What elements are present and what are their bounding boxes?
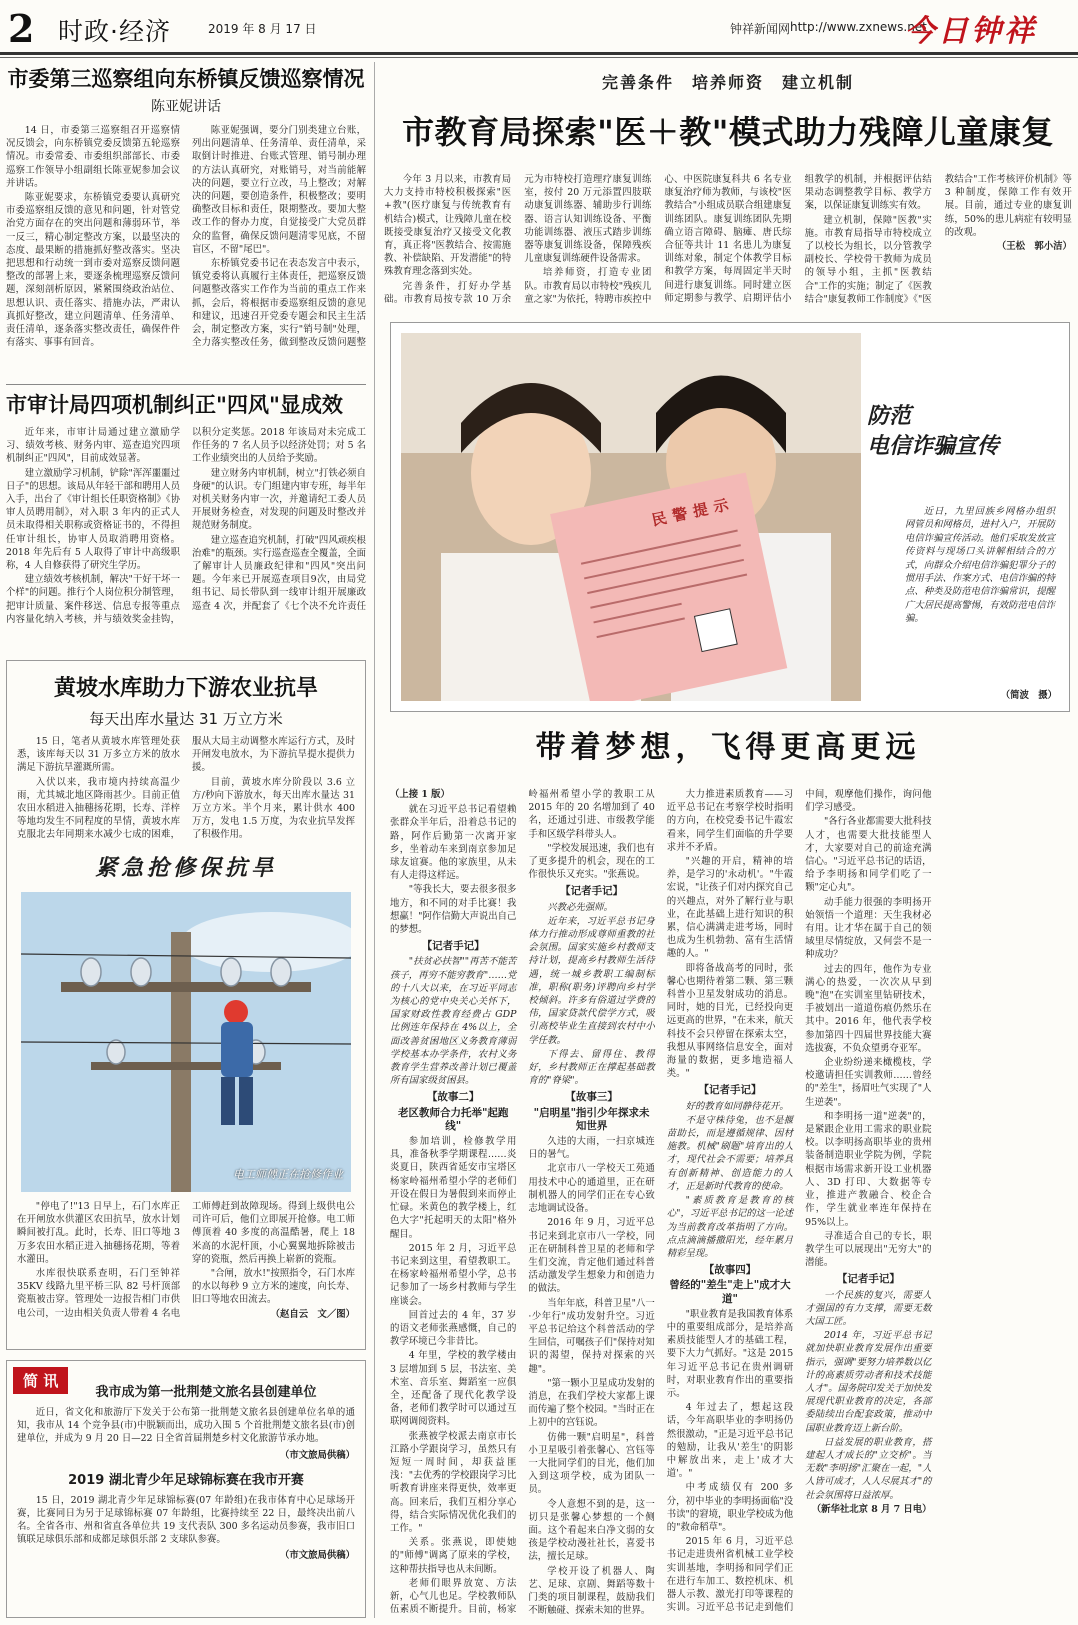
story-subtitle: 老区教师合力托举"起跑线"	[397, 1106, 509, 1132]
paragraph: 14 日，市委第三巡察组召开巡察情况反馈会，向东桥镇党委反馈第五轮巡察情况。市委常委、市委组织部部长、市委巡察工作领导小组副组长陈亚妮参加会议并讲话。	[6, 125, 180, 189]
article-title: 市教育局探索"医＋教"模式助力残障儿童康复	[402, 113, 1054, 151]
paragraph: "职业教育是我国教育体系中的重要组成部分，是培养高素质技能型人才的基础工程，要下大力气抓好。"这是 2015 年习近平总书记在贵州调研时，对职业教育作出的重要指示。	[666, 1308, 794, 1399]
article-body	[7, 735, 365, 843]
paragraph: "学校发展迅速，我们也有了更多提升的机会，现在的工作很快乐又充实。"张燕说。	[528, 842, 655, 881]
newspaper-logo: 今日钟祥	[905, 14, 1037, 49]
paragraph: 2016 年 9 月，习近平总书记来到北京市八一学校，同正在研制科普卫星的老师和学生们交流，肯定他们通过科普活动激发学生想象力和创造力的做法。	[528, 1217, 655, 1295]
paragraph: 建立绩效考核机制，解决"干好干坏一个样"的问题。推行个人岗位积分制管理，把审计质量、案件移送、信息专报等重点内容量化纳入考核，并与绩效奖金挂钩，以积分定奖惩。2018 年该局对未完成工作任务的 7 名人员予以经济处罚；对 5 名工作业绩突出的人员给予奖励。	[6, 427, 366, 625]
article-subtitle: 陈亚妮讲话	[151, 99, 221, 115]
article-body	[384, 173, 1072, 313]
journalist-note: "素质教育是教育的核心"，习近平总书记的这一论述为当前教育改革指明了方向。点点滴滴播撒阳光，经年累月精彩呈现。	[666, 1195, 794, 1259]
paragraph: 过去的四年，他作为专业满心的热爱，一次次从早到晚"泡"在实训室里钻研技术，手被划出一道道伤痕仍然乐在其中。2016 年，他代表学校参加第四十四届世界技能大赛选拔赛，不负众望勇夺亚军。	[805, 963, 932, 1054]
paragraph: 企业纷纷递来橄榄枝，学校邀请担任实训教师……曾经的"差生"，扬眉吐气实现了"人生逆袭"。	[805, 1057, 932, 1108]
paragraph: 建立财务内审机制，树立"打铁必须自身硬"的认识。专门组建内审专班，每半年对机关财务内审一次，并邀请纪工委人员开展财务检查，对发现的问题及时整改并规范财务制度。	[192, 467, 366, 532]
paragraph: "第一颗小卫星成功发射的消息，在我们学校大家都上课而传遍了整个校园。"当时正在上初中的宫钰说。	[528, 1377, 655, 1429]
journalist-note: 2014 年，习近平总书记就加快职业教育发展作出重要指示，强调"要努力培养数以亿计的高素质劳动者和技术技能人才"。国务院印发关于加快发展现代职业教育的决定，各部委陆续出台配套政策，推动中国职业教育迈上新台阶。	[805, 1330, 932, 1434]
site-url[interactable]: http://www.zxnews.net	[790, 20, 927, 34]
photo-feature-body: 近日，九里回族乡网格办组织网管员和网格员，进村入户，开展防电信诈骗宣传活动。他们采取发放宣传资料与现场口头讲解相结合的方式，向群众介绍电信诈骗犯罪分子的惯用手法、作案方式、电信诈骗的特点、种类及防范电信诈骗常识，提醒广大居民提高警惕，有效防范电信诈骗。	[905, 506, 1056, 625]
briefs-label: 简 讯	[13, 1367, 68, 1394]
photo-illustration	[401, 333, 861, 701]
article-education-rehab	[384, 70, 1072, 313]
brief-byline: （市文旅局供稿）	[279, 1550, 355, 1562]
photo-feature-title	[867, 401, 999, 461]
section-heading: 【记者手记】	[698, 1084, 762, 1097]
header-rule-thin	[0, 57, 1078, 58]
photo-caption: 电工师傅正在抢修作业	[233, 1168, 343, 1181]
journalist-note: 好的教育如同静待花开。	[685, 1100, 789, 1112]
fraud-prevention-photo	[401, 333, 861, 701]
paragraph: 关系。张燕说，即使她的"师傅"调离了原来的学校，这种帮扶指导也从未间断。	[390, 1537, 517, 1575]
paragraph: 4 年过去了，想起这段话，今年高职毕业的李明扬仍然很激动，"正是习近平总书记的勉励，让我从'差生'的阴影中解放出来，走上'成才大道'。"	[666, 1402, 794, 1480]
photo-feature-body	[7, 1192, 365, 1330]
article-title: 市审计局四项机制纠正"四风"显成效	[6, 393, 343, 417]
paragraph: 寻准适合自己的专长，职教学生可以展现出"无穷大"的潜能。	[805, 1230, 932, 1269]
paragraph: "合闸，放水!"按照指令，石门水库的水以每秒 9 立方米的速度，向长寿、旧口等地农田流去。	[192, 1268, 355, 1306]
section-title: 时政·经济	[58, 17, 171, 46]
story-subtitle: 曾经的"差生"走上"成才大道"	[669, 1279, 791, 1305]
brief-body	[17, 1494, 355, 1547]
repair-photo	[21, 892, 351, 1192]
column-divider	[374, 62, 375, 1618]
paragraph: 入伏以来，我市境内持续高温少雨，尤其城北地区降雨甚少。目前正值农田水稻进入抽穗扬花期，长寿、洋梓等地均发生不同程度的旱情，黄坡水库克服北去年同期来水减少七成的困难，服从大局主动调整水库运行方式，及时开闸发电放水，为下游抗旱提水提供力援。	[17, 736, 355, 841]
issue-date: 2019 年 8 月 17 日	[208, 22, 317, 36]
paragraph: 仿佛一颗"启明星"，科普小卫星吸引着张馨心、宫钰等一大批同学们的目光，他们加入到这项学校，成为团队一员。	[528, 1431, 655, 1496]
journalist-note: 日益发展的职业教育，搭建起人才成长的"立交桥"。当无数"李明扬"汇聚在一起，"人人皆可成才，人人尽展其才"的社会氛围将日益浓厚。	[805, 1436, 932, 1501]
paragraph: 学校开设了机器人、陶艺、足球、京剧、舞蹈等数十门类的项目制课程，鼓励我们不断触碰、探索未知的世界。	[528, 1565, 655, 1617]
photo-feature-title: 紧急抢修保抗旱	[94, 855, 277, 881]
paragraph: 4 年里，学校的教学楼由 3 层增加到 5 层，书法室、美术室、音乐室、舞蹈室一应俱全，还配备了现代化教学设备，老师们教学时可以通过互联网调阅资料。	[390, 1350, 517, 1428]
section-heading: 【故事三】	[565, 1091, 618, 1104]
paragraph: 中考成绩仅有 200 多分，初中毕业的李明扬面临"没书读"的窘境，职业学校成为他的"救命稻草"。	[666, 1482, 794, 1533]
paragraph: 2015 年 2 月，习近平总书记来到这里，看望教职工。在杨家岭福州希望小学，总书记参加了一场乡村教师与学生座谈会。	[390, 1242, 517, 1307]
site-name: 钟祥新闻网	[730, 22, 791, 36]
paragraph: 培养师资，打造专业团队。市教育局以市特校"残疾儿童之家"为依托，特聘市疾控中心、中医院康复科共 6 名专业康复治疗师为教师，与该校"医教结合"小组成员联合组建康复训练团队。康复训练团队先期确立语言障碍、脑瘫、唐氏综合征等共计 11 名患儿为康复训练对象，制定个体教学目标和教学方案，每周固定半天时间进行康复训练。同时建立医师定期参与教学、启期评估小组教学的机制，并根据评估结果动态调整教学目标、教学方案，以保证康复训练实有效。	[524, 174, 932, 305]
paragraph: 近日，省文化和旅游厅下发关于公布第一批荆楚文旅名县创建单位名单的通知，我市从 14 个竞争县(市)中脱颖而出，成功入围 5 个首批荆楚文旅名县(市)创建单位，并成为 9 月 20 日—22 日全省首届荆楚乡村文化旅游节承办地。	[17, 1407, 355, 1445]
brief-byline: （市文旅局供稿）	[279, 1449, 355, 1461]
paragraph: 东桥镇党委书记在表态发言中表示，镇党委将认真履行主体责任，把巡察反馈问题整改落实工作作为当前的重点工作来抓，会后，将根据市委巡察组反馈的意见和建议，迅速召开党委专题会和民主生活会，制定整改方案，实行"销号制"处理，全力落实整改任务，做到整改反馈问题整	[192, 258, 366, 349]
article-body	[6, 124, 366, 360]
paragraph: "兴趣的开启，精神的培养，是学习的'永动机'。"牛霞宏说，"让孩子们对内探究自己的兴趣点，对外了解行业与职业，在此基础上进行知识的积累，信心满满走进考场，同时也成为生机勃勃、富有生活情趣的人。"	[666, 856, 794, 960]
paragraph: 北京市八一学校天工苑通用技术中心的通道里，正在研制机器人的同学们正在专心致志地调试设备。	[528, 1163, 655, 1215]
paragraph: 水库很快联系查明，石门至钟祥 35KV 线路九里平桥三队 82 号杆顶部瓷瓶被击穿。管理处一边报告相门市供电公司，一边由相关负责人带着 4 名电工师傅赶到故障现场。得到上级供电公司许可后，他们立即展开抢修。电工师傅顶着 40 多度的高温酷暑，爬上 18 米高的水泥杆顶，小心翼翼地拆除被击穿的瓷瓶，然后再换上崭新的瓷瓶。	[17, 1201, 355, 1319]
article-dreams	[384, 722, 1072, 766]
paragraph: 大力推进素质教育——习近平总书记在考察学校时指明的方向，在校党委书记牛霞宏看来，同学生们面临的升学要求并不矛盾。	[666, 789, 794, 853]
section-heading: 【记者手记】	[836, 1273, 900, 1286]
article-byline: （新华社北京 8 月 7 日电）	[811, 1503, 932, 1515]
paragraph: 久违的大雨，一扫京城连日的暑气。	[528, 1136, 655, 1161]
title-line: 防范	[867, 403, 912, 429]
paragraph: 陈亚妮强调，要分门别类建立台账，列出问题清单、任务清单、责任清单，采取倒计时推进、台账式管理、销号制办理的方法认真研究，对账销号，对当前能解决的问题，要立行立改，马上整改；对解决的问题，要创造条件，积极整改；要明确整改目标和责任，限期整改。要加大整改工作的督办力度，自觉接受广大党员群众的监督，确保反馈问题清零见底，不留盲区，不留"尾巴"。	[192, 125, 366, 255]
paragraph: 即将备战高考的同时，张馨心也期待着第二颗、第三颗科普小卫星发射成功的消息。同时，她的目光，已经投向更远更高的世界，"在未来，航天科技不会只停留在探索太空，我想从事网络信息安全，面对海量的数据，更多地造福人类。"	[666, 962, 794, 1080]
article-byline: （王松 郭小洁）	[996, 241, 1072, 253]
article-inspection-report	[6, 64, 366, 360]
paragraph: 参加培训，检修教学用具，准备秋季学期课程……炎炎夏日，陕西省延安市宝塔区杨家岭福州希望小学的老师们开设在假日为暑假到来而停止忙碌。米黄色的教学楼上，红色大字"托起明天的太阳"格外醒目。	[390, 1136, 517, 1240]
journalist-note: 近年来，习近平总书记身体力行推动形成尊师重教的社会氛围。国家实施乡村教师支持计划，提高乡村教师生活待遇，统一城乡教职工编制标准，职称(职务)评聘向乡村学校倾斜。许多有俗道过学费的伟，国家贷款代偿学方式，吸引高校毕业生直接到农村中小学任教。	[528, 915, 655, 1046]
paragraph: 就在习近平总书记看望赖张群众半年后，沿着总书记的路，阿作后勤第一次离开家乡，坐着动车来到南京参加足球友谊赛。他的家族里，从未有人走得这样远。	[390, 804, 517, 882]
paragraph: 和李明扬一道"逆袭"的，是紧跟企业用工需求的职业院校。以李明扬高职毕业的贵州装备制造职业学院为例，学院根据市场需求新开设工业机器人、3D 打印、大数据等专业，推进产教融合、校企合作，学生就业率连年保持在 95%以上。	[805, 1110, 932, 1228]
paragraph: 当年年底，科普卫星"八一·少年行"成功发射升空。习近平总书记给这个科普活动的学生回信，可嘱孩子们"保持对知识的渴望，保持对探索的兴趣"。	[528, 1297, 655, 1375]
agriculture-feature-box	[6, 660, 366, 1350]
briefs-box	[6, 1360, 366, 1618]
article-audit-bureau	[6, 390, 366, 638]
paragraph: 今年 3 月以来，市教育局大力支持市特校积极探索"医+教"(医疗康复与传统教育有机结合)模式，让残障儿童在校既接受康复治疗又接受文化教育，真正将"医教结合、按需施教、补偿缺陷、开发潜能"的特殊教育理念落到实处。	[384, 174, 512, 278]
journalist-note: "扶贫必扶智""再苦不能苦孩子，再穷不能穷教育"……党的十八大以来，在习近平同志为核心的党中央关心关怀下，国家财政性教育经费占 GDP 比例连年保持在 4%以上，全面改善贫困地区义务教育薄弱学校基本办学条件，农村义务教育学生营养改善计划已覆盖所有国家级贫困县。	[390, 956, 517, 1087]
journalist-note: 兴教必先强师。	[547, 901, 613, 913]
article-columns	[390, 788, 1070, 1618]
article-title: 黄坡水库助力下游农业抗旱	[53, 676, 318, 701]
paragraph: 15 日，2019 湖北青少年足球锦标赛(07 年龄组)在我市体育中心足球场开赛，比赛同日为另于足球锦标赛 07 年龄组，比赛持续至 22 日，最终决出前八名。全省各市、州和省直各单位共 19 支代表队 300 多名运动员参赛，我市旧口镇联足球俱乐部和成都足球俱乐部 2 支球队参赛。	[17, 1494, 355, 1546]
paragraph: 动手能力很强的李明扬开始领悟一个道理：天生我材必有用。让才华在属于自己的领域里尽情绽放，又何尝不是一种成功？	[805, 896, 932, 961]
article-title: 带着梦想，飞得更高更远	[535, 730, 921, 765]
paragraph: 近年来，市审计局通过建立激励学习、绩效考核、财务内审、巡查追究四项机制纠正"四风"，目前成效显著。	[6, 427, 180, 465]
paragraph: 2015 年 6 月，习近平总书记走进贵州省机械工业学校实训基地，李明扬和同学们正在进行车加工、数控机床、机器人示教、激光打印等课程的实训。习近平总书记走到他们中间，观摩他们操作，询问他们学习感受。	[666, 789, 932, 1614]
continued-from: （上接 1 版）	[390, 789, 450, 800]
article-kicker: 完善条件 培养师资 建立机制	[601, 73, 854, 92]
brief-body	[17, 1406, 355, 1446]
paragraph: 陈亚妮要求，东桥镇党委要认真研究市委巡察组反馈的意见和问题，针对管党治党方面存在的突出问题和薄弱环节，举一反三，精心制定整改方案，以最坚决的态度、最果断的措施抓好整改落实。坚决把思想和行动统一到市委对巡察反馈问题整改的部署上来，要逐条梳理巡察反馈问题，深刻剖析原因，紧紧围绕政治站位、思想认识、责任落实、措施办法，严肃认真抓好整改，建立问题清单、任务清单、责任清单，逐条落实整改责任，确保件件有落实、事事有回音。	[6, 192, 180, 349]
utility-pole-illustration	[21, 892, 351, 1192]
page-number: 2	[8, 6, 35, 51]
brief-title: 2019 湖北青少年足球锦标赛在我市开赛	[68, 1472, 304, 1488]
paragraph: "等我长大，要去很多很多地方，和不同的对手比赛！我想赢！"阿作信勤大声说出自己的梦想。	[390, 884, 517, 936]
article-title: 市委第三巡察组向东桥镇反馈巡察情况	[7, 67, 365, 91]
journalist-note: 一个民族的复兴，需要人才强国的有力支撑，需要无数大国工匠。	[805, 1289, 932, 1327]
divider	[6, 384, 366, 385]
brief-title: 我市成为第一批荆楚文旅名县创建单位	[95, 1385, 317, 1400]
flyer-heading: 民警提示	[650, 494, 737, 530]
fraud-prevention-box	[390, 322, 1070, 712]
paragraph: 老师们眼界放宽、方法新，心气儿也足。学校教师队伍素质不断提升。目前，杨家岭福州希望小学的教职工从 2015 年的 20 名增加到了 40 名，还通过引进、市级教学能手和区级学科带头人。	[390, 789, 655, 1616]
paragraph: "停电了!"13 日早上，石门水库正在开闸放水供灌区农田抗旱，放水计划瞬间被打乱。此时，长寿、旧口等地 3 万多农田水稻正进入抽穗扬花期，等着水灌田。	[17, 1201, 180, 1265]
article-body	[6, 426, 366, 638]
section-heading: 【故事二】	[426, 1091, 480, 1104]
article-subtitle: 每天出库水量达 31 万立方米	[89, 710, 283, 728]
paragraph: 建立激励学习机制，铲除"浑浑噩噩过日子"的思想。该局从年轻干部和聘用人员入手，出台了《审计组长任职资格制》《协审人员聘用制》，对入职 3 年内的正式人员未取得相关职称或资格证书的，不得担任审计组长，协审人员取消聘用资格。2018 年先后有 5 人取得了审计中高级职称，4 人自修获得了研究生学历。	[6, 467, 180, 572]
paragraph: 建立巡查追究机制，打破"四风顽疾根治难"的瓶颈。实行巡查巡查全覆盖，全面了解审计人员廉政纪律和"四风"突出问题。今年来已开展巡查项目9次，由局党组书记、局长带队到一线审计组开展廉政巡查 4 次，并配套了《七个决不允许责任	[192, 534, 366, 612]
header-rule	[0, 52, 1078, 55]
paragraph: "各行各业都需要大批科技人才，也需要大批技能型人才，大家要对自己的前途充满信心。"习近平总书记的话语，给予李明扬和同学们吃了一颗"定心丸"。	[805, 816, 932, 894]
paragraph: 建立机制，保障"医教"实施。市教育局指导市特校成立了以校长为组长，以分管教学副校长、学校骨干教师为成员的领导小组，主抓"医教结合"工作的实施；制定了《医教结合"康复教师工作制度》《"医教结合"工作考核评价机制》等 3 种制度，保障工作有效开展。目前，通过专业的康复训练，50%的患儿病症有较明显的改观。	[804, 174, 1072, 305]
article-body-multicolumn	[390, 788, 1070, 1618]
article-byline: （赵自云 文／图）	[270, 1308, 355, 1320]
paragraph: 张燕被学校派去南京市长江路小学跟岗学习，虽然只有短短一周时间，却获益匪浅："去优秀的学校跟岗学习比听教育讲座来得更快，效率更高。回来后，我们互相分享心得，结合实际情况优化我们的工作。"	[390, 1430, 517, 1534]
paragraph: 目前，黄坡水库分阶段以 3.6 立方/秒向下游放水，每天出库水量达 31 万立方米。半个月来，累计供水 400 万方，发电 1.5 万度，为农业抗旱发挥了积极作用。	[192, 776, 355, 841]
paragraph: 回首过去的 4 年，37 岁的语文老师张燕感慨，自己的教学环境已今非昔比。	[390, 1309, 517, 1348]
journalist-note: 下得去、留得住、教得好，乡村教师正在撑起基础教育的"脊梁"。	[528, 1048, 655, 1087]
title-line: 电信诈骗宣传	[867, 433, 1000, 459]
section-heading: 【记者手记】	[560, 885, 624, 898]
paragraph: 完善条件，打好办学基础。市教育局按专款 10 万余元为市特校打造理疗康复训练室，按付 20 万元添置四肢联动康复训练器、辅助步行训练器、语言认知训练设备、平衡功能训练器、液压式踏步训练器等康复训练设备，保障残疾儿童康复训练硬件设备需求。	[384, 174, 652, 305]
story-subtitle: "启明星"指引少年探求未知世界	[533, 1106, 650, 1132]
section-heading: 【故事四】	[703, 1264, 757, 1277]
section-heading: 【记者手记】	[421, 940, 485, 953]
paragraph: 15 日，笔者从黄坡水库管理处获悉，该库每天以 31 万多立方米的放水满足下游抗旱灌溉所需。	[17, 736, 180, 774]
journalist-note: 不是守株待兔，也不是揠苗助长，而是遵循规律、因材施教。机械"刷题"培育出的人才，现代社会不需要；培养具有创新精神、创造能力的人才，正是新时代教育的使命。	[666, 1114, 794, 1192]
paragraph: 令人意想不到的是，这一切只是张馨心梦想的一个侧面。这个看起来白净文弱的女孩是学校动漫社社长，喜爱书法，擅长足球。	[528, 1498, 655, 1563]
photo-byline: （简波 摄）	[1000, 690, 1057, 701]
